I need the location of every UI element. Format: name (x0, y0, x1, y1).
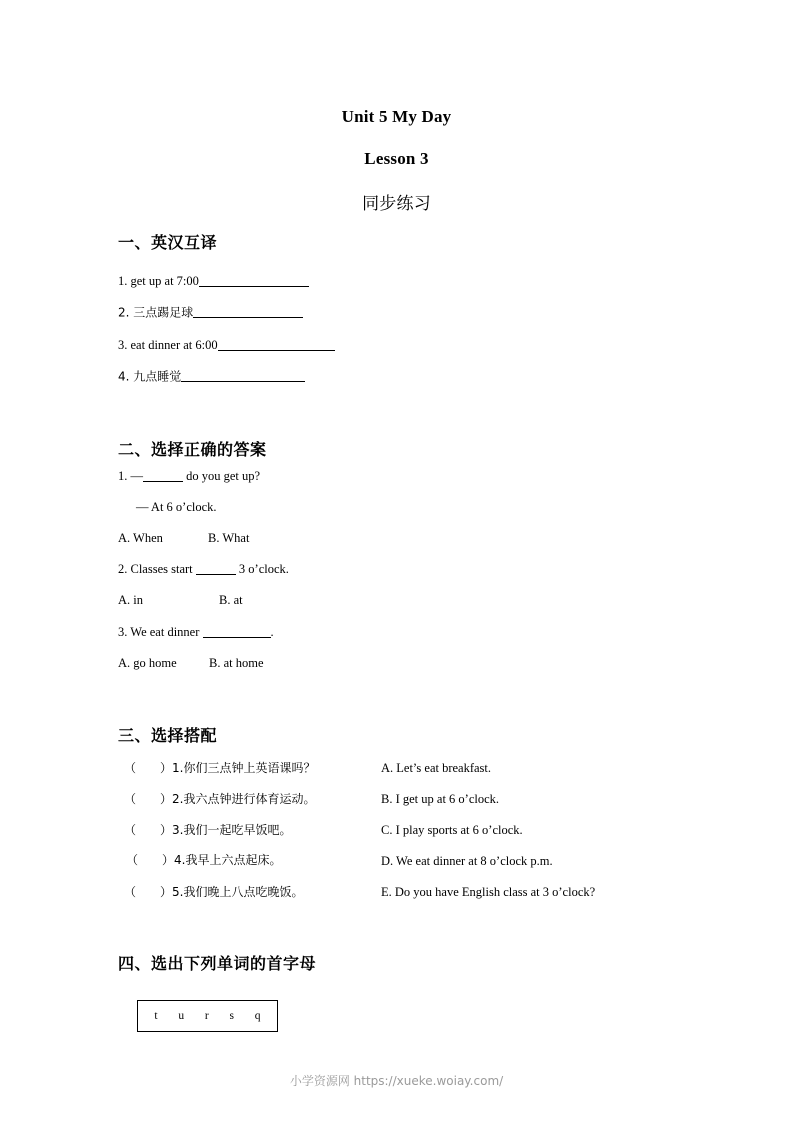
page-title-unit: Unit 5 My Day (341, 107, 452, 126)
match-right-item-d[interactable]: D. We eat dinner at 8 o’clock p.m. (381, 854, 553, 868)
match-left-item-4[interactable]: （ ）4.我早上六点起床。 (126, 853, 282, 867)
mc-question-3-options (118, 657, 264, 670)
translation-item-1-blank[interactable] (199, 274, 309, 287)
mc-question-1-options (118, 532, 249, 545)
mc-question-1-answer: — At 6 o’clock. (136, 500, 217, 514)
mc-question-1-option-a[interactable]: A. When (118, 531, 163, 545)
match-left-item-1[interactable]: （ ）1.你们三点钟上英语课吗？ (124, 761, 316, 775)
match-right-item-e[interactable]: E. Do you have English class at 3 o’clock? (381, 885, 596, 899)
match-right-item-a[interactable]: A. Let’s eat breakfast. (381, 761, 492, 775)
footer-watermark: 小学资源网 https://xueke.woiay.com/ (289, 1074, 504, 1088)
translation-item-3-text: 3. eat dinner at 6:00 (118, 337, 218, 352)
translation-item-4-text: 4. 九点睡觉 (118, 369, 182, 384)
translation-item-3-blank[interactable] (218, 338, 335, 351)
mc-question-3-option-a[interactable]: A. go home (118, 656, 177, 670)
translation-item-1-text: 1. get up at 7:00 (118, 273, 199, 288)
mc-question-3-post: . (270, 625, 274, 639)
section-heading-4: 四、选出下列单词的首字母 (118, 954, 317, 973)
mc-question-2-option-b[interactable]: B. at (219, 593, 243, 607)
letter-cell-3[interactable]: r (204, 1010, 209, 1022)
section-heading-2: 二、选择正确的答案 (118, 440, 267, 459)
mc-question-3-blank[interactable] (203, 626, 271, 638)
translation-item-2 (118, 306, 303, 318)
letter-cell-1[interactable]: t (154, 1010, 158, 1022)
section-heading-1: 一、英汉互译 (118, 233, 218, 252)
page-title-lesson: Lesson 3 (364, 149, 429, 168)
mc-question-1-post: do you get up? (183, 469, 261, 483)
letter-cell-2[interactable]: u (178, 1010, 185, 1022)
match-left-item-2[interactable]: （ ）2.我六点钟进行体育运动。 (124, 792, 316, 806)
mc-question-3-pre: 3. We eat dinner (118, 625, 203, 639)
mc-question-2-blank[interactable] (196, 563, 236, 575)
translation-item-3 (118, 338, 335, 351)
match-left-item-3[interactable]: （ ）3.我们一起吃早饭吧。 (124, 823, 292, 837)
mc-question-2 (118, 563, 289, 576)
translation-item-4 (118, 370, 305, 382)
mc-question-2-post: 3 o’clock. (235, 562, 289, 576)
translation-item-2-text: 2. 三点踢足球 (118, 305, 194, 320)
mc-question-3-option-b[interactable]: B. at home (209, 656, 264, 670)
letter-cell-5[interactable]: q (254, 1010, 261, 1022)
match-right-item-c[interactable]: C. I play sports at 6 o’clock. (381, 823, 523, 837)
section-heading-3: 三、选择搭配 (118, 726, 218, 745)
letter-box (137, 1000, 278, 1032)
mc-question-1-blank[interactable] (143, 470, 183, 482)
mc-question-2-options (118, 594, 243, 607)
letter-box-cells (138, 1001, 277, 1031)
mc-question-2-pre: 2. Classes start (118, 562, 196, 576)
letter-cell-4[interactable]: s (229, 1010, 235, 1022)
mc-question-1-option-b[interactable]: B. What (208, 531, 250, 545)
mc-question-3 (118, 626, 274, 639)
mc-question-1 (118, 470, 260, 483)
translation-item-4-blank[interactable] (181, 370, 305, 382)
match-right-item-b[interactable]: B. I get up at 6 o’clock. (381, 792, 500, 806)
mc-question-1-pre: 1. — (118, 469, 143, 483)
page-subtitle: 同步练习 (362, 194, 431, 214)
mc-question-2-option-a[interactable]: A. in (118, 593, 143, 607)
translation-item-1 (118, 274, 309, 287)
translation-item-2-blank[interactable] (193, 306, 303, 318)
match-left-item-5[interactable]: （ ）5.我们晚上八点吃晚饭。 (124, 885, 304, 899)
